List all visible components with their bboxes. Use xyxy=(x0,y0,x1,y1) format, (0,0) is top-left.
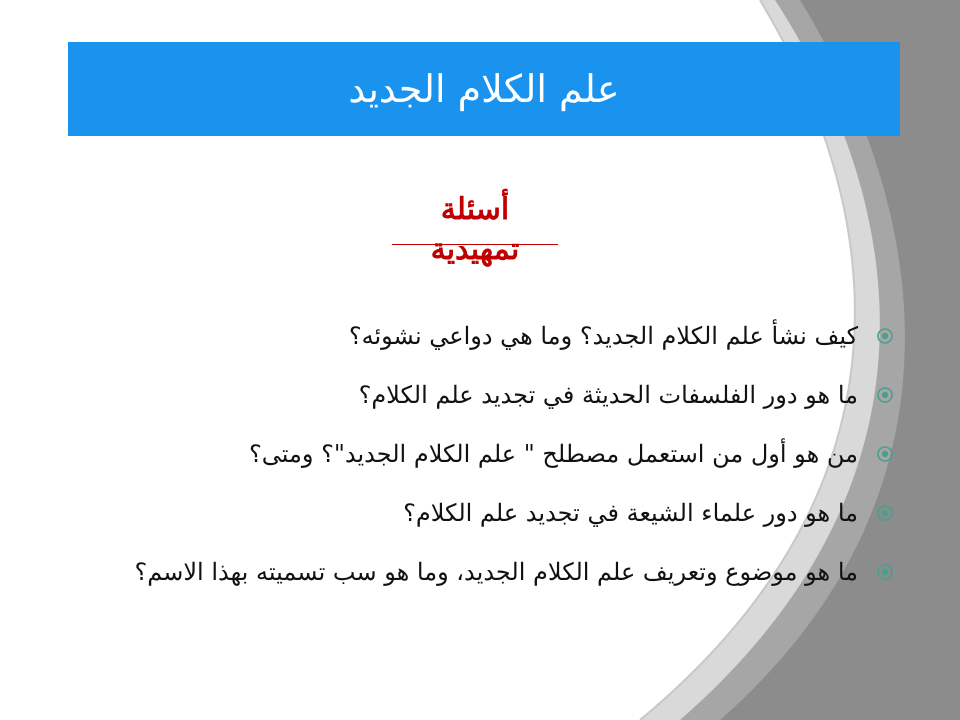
subtitle-underline xyxy=(392,244,558,245)
list-item xyxy=(40,312,898,371)
slide-subtitle: أسئلة تمهيدية xyxy=(430,192,520,267)
bullet-text: ما هو دور علماء الشيعة في تجديد علم الكلام؟ xyxy=(403,499,858,527)
bullet-text: ما هو دور الفلسفات الحديثة في تجديد علم الكلام؟ xyxy=(358,381,858,409)
target-bullet-icon xyxy=(876,327,894,345)
target-bullet-icon xyxy=(876,445,894,463)
title-bar xyxy=(68,42,900,136)
slide-title: علم الكلام الجديد xyxy=(348,67,620,111)
bullet-text: كيف نشأ علم الكلام الجديد؟ وما هي دواعي نشوئه؟ xyxy=(348,322,858,350)
bullet-list xyxy=(40,312,898,607)
target-bullet-icon xyxy=(876,504,894,522)
list-item xyxy=(40,371,898,430)
target-bullet-icon xyxy=(876,386,894,404)
list-item xyxy=(40,489,898,548)
bullet-text: ما هو موضوع وتعريف علم الكلام الجديد، وما هو سب تسميته بهذا الاسم؟ xyxy=(134,558,858,586)
bullet-text: من هو أول من استعمل مصطلح " علم الكلام الجديد"؟ ومتى؟ xyxy=(249,440,858,468)
target-bullet-icon xyxy=(876,563,894,581)
list-item xyxy=(40,548,898,607)
list-item xyxy=(40,430,898,489)
